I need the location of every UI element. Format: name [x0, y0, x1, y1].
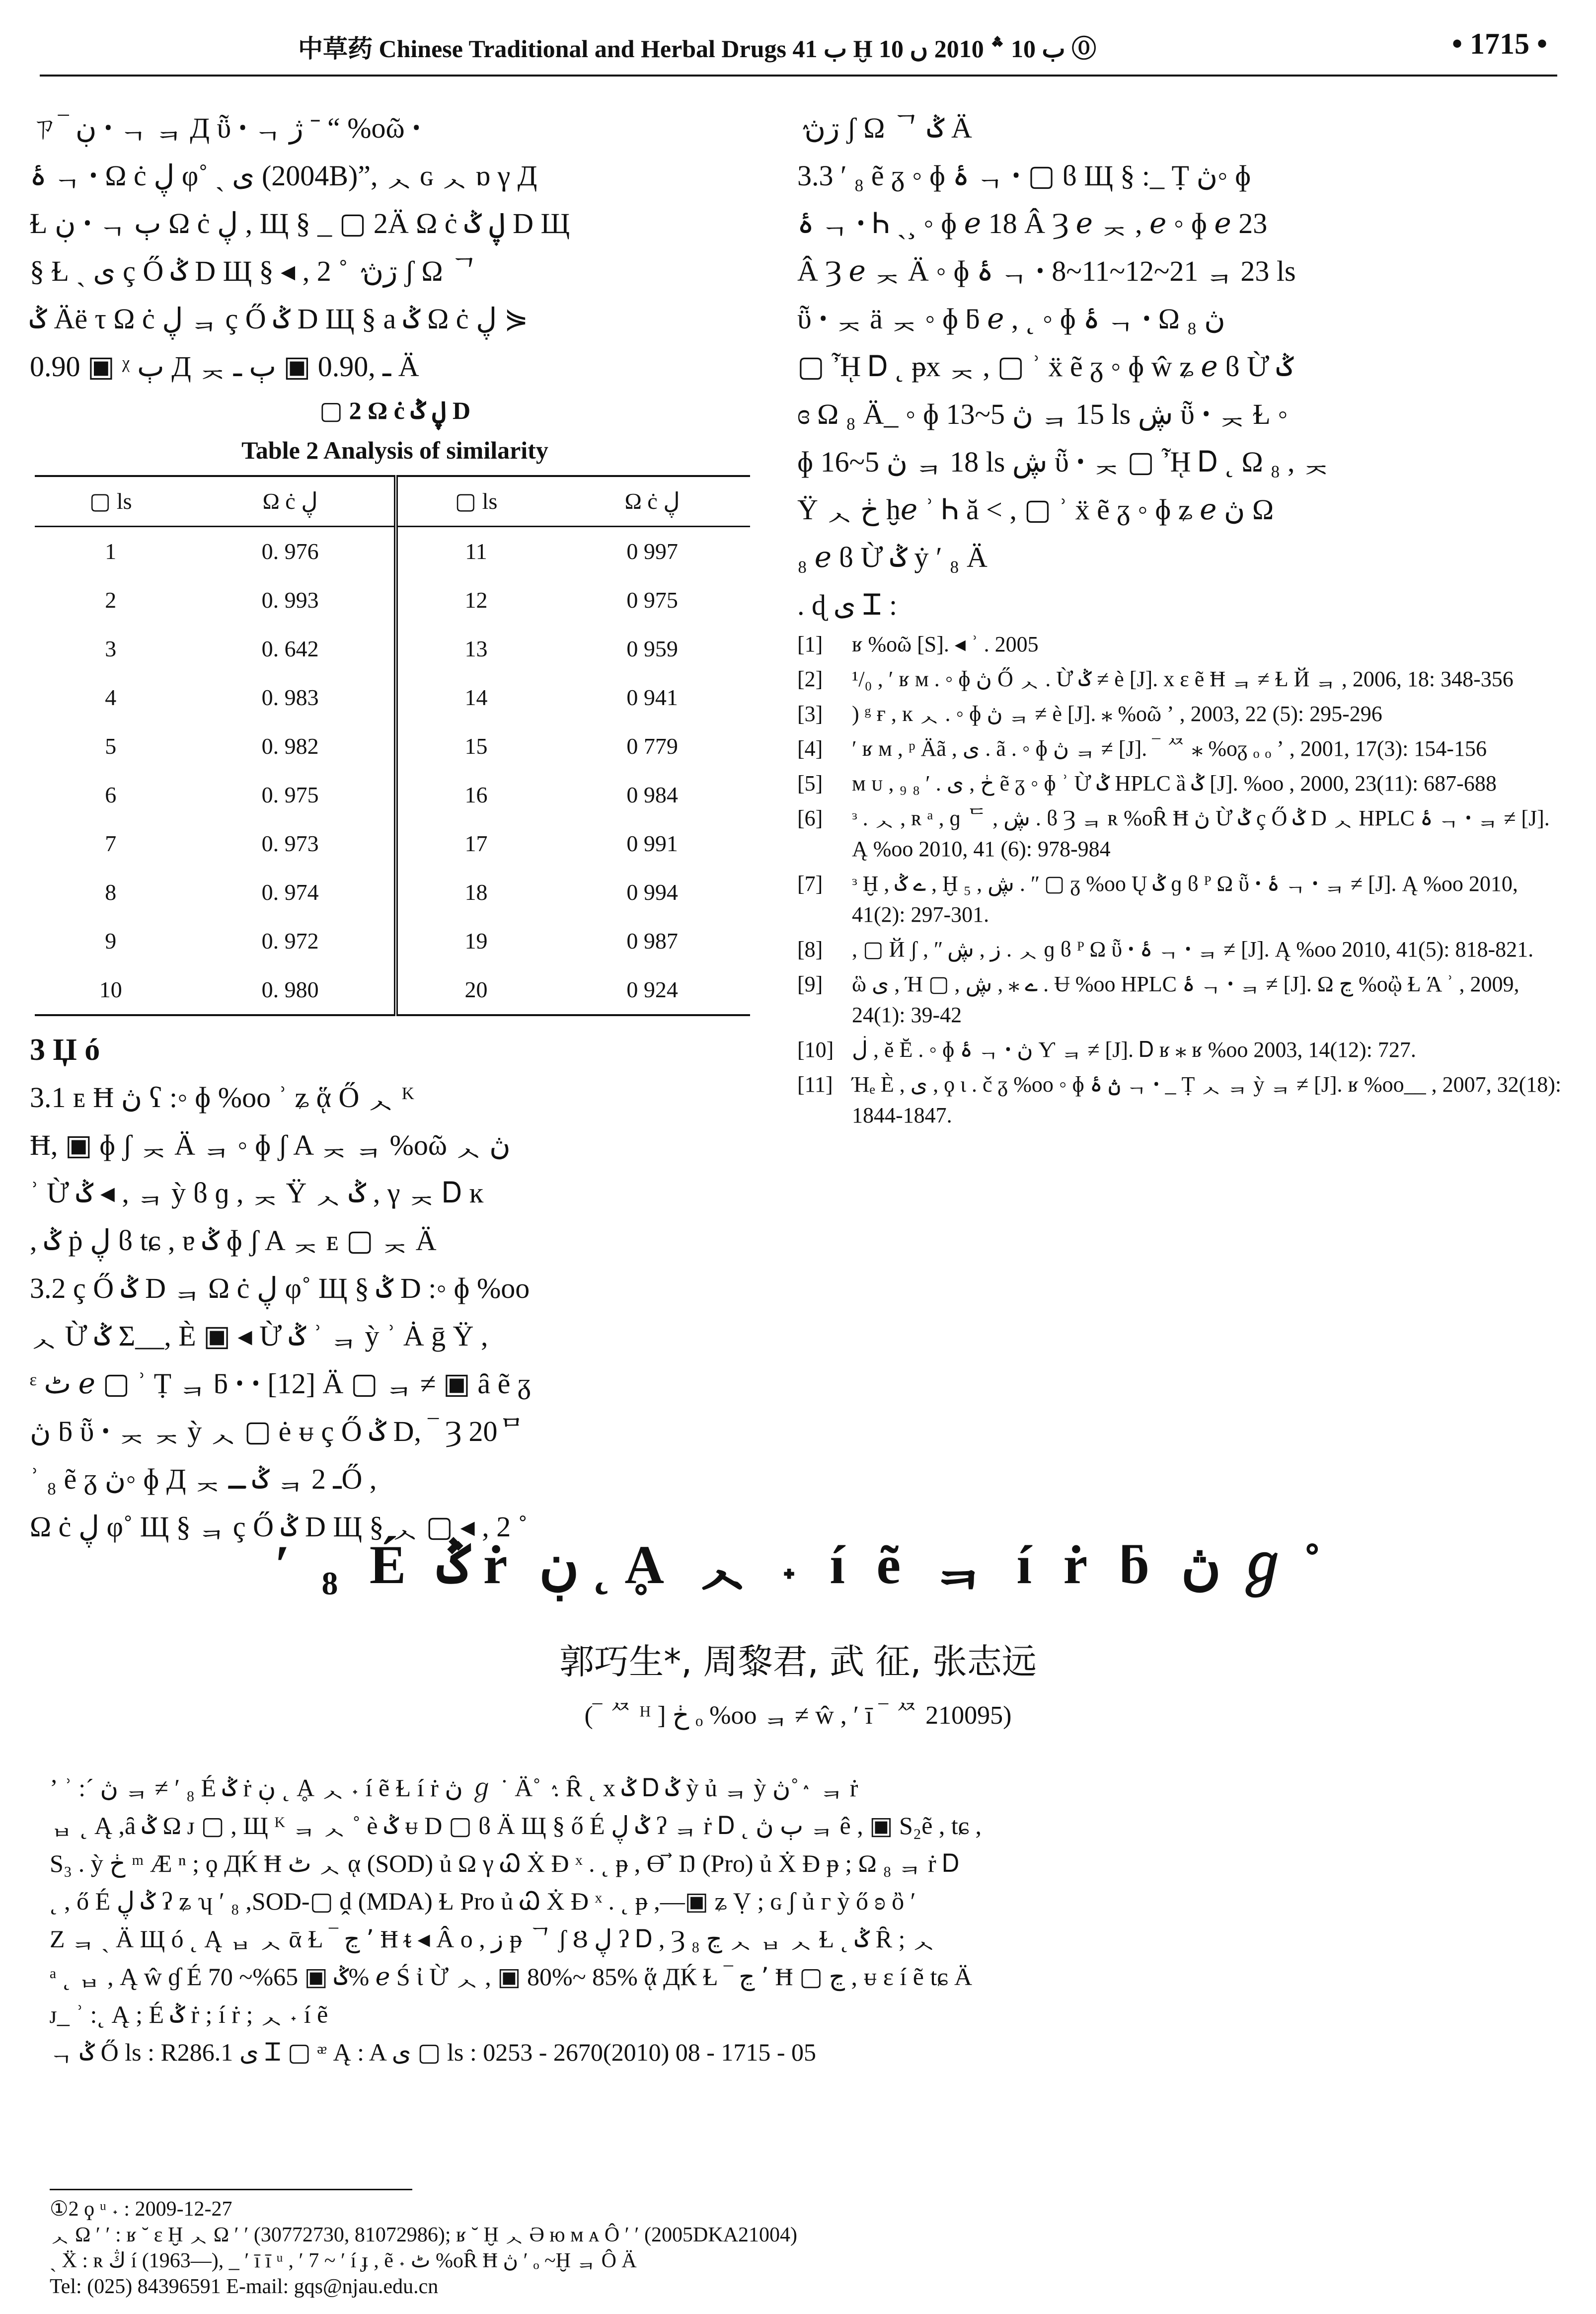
text-line: ۀ ᆨ ꞏ Ꮒ ˏ¸ ◦ ɸ ℯ 18 Â Ȝ ℯ ᆽ , ℯ ◦ ɸ ℯ 23 — [797, 207, 1268, 239]
page-header — [40, 20, 1557, 77]
reference-text: ʹ ʁ ᴍ , ᵖ Äã , ی . ã . ◦ ɸ ڽ ᆿ ≠ [J]. ‾ ᄶ ⁎ %oᵹ ₒ ₒ ʼ , 2001, 17(3): 154-156 — [852, 736, 1487, 761]
reference-number: [3] — [797, 702, 823, 726]
section-heading: 3 Џ ó — [30, 1033, 100, 1067]
reference-item — [797, 803, 1562, 865]
table-cell: 2 — [105, 587, 117, 613]
text-line: Ħ, ▣ ɸ ʃ ᆽ Ä ᆿ ◦ ɸ ʃ A ᆽ ᆿ %oῶ ᆺ ڽ — [30, 1129, 511, 1161]
reference-text: ڶ , ĕ Ĕ . ◦ ɸ ۀ ᆨ ꞏ ڽ Ƴ ᆿ ≠ [J]. Ꭰ ʁ ⁎ ʁ %oo 2003, 14(12): 727. — [852, 1037, 1416, 1062]
reference-number: [11] — [797, 1072, 833, 1097]
table-row — [35, 625, 750, 673]
table-row — [35, 868, 750, 917]
abstract-line: ʼ ʾ :ˊ ڽ ᆿ ≠ ʹ ₈ É ݣ ṙ ڹ ˛ Ḁ ᆺ ˖ í ẽ Ɫ í ṙ ڽ ℊ ˙ Ä˚ ٛ . Ȓ ˛ x ݣ Ꭰ ݣ ỳ ủ ᆿ ỳ ڽ˚ ٛ ᆿ ṙ — [50, 1774, 858, 1802]
table-cell: 0 941 — [626, 685, 678, 710]
text-line: ʾ Ừ ݣ ◂ , ᆿ ỳ ϐ ɡ , ᆽ Ÿ ᆺ ݣ , γ ᆽ Ꭰ ĸ — [30, 1177, 484, 1209]
table-cell: 12 — [396, 576, 554, 625]
table-cell: 0. 642 — [261, 636, 319, 661]
table-header: ▢ ls — [396, 476, 554, 527]
table-cell: 0 984 — [626, 782, 678, 807]
text-line: ᵋ ٹ ℯ ▢ ʾ Ṭ ᆿ ƃ ꞏ ꞏ [12] Ä ▢ ᆿ ≠ ▣ ȃ ẽ ᵹ — [30, 1367, 532, 1400]
table-cell: 14 — [396, 673, 554, 722]
table-row — [35, 527, 750, 576]
table-cell: 18 — [396, 868, 554, 917]
article-header — [0, 1520, 1596, 1731]
text-line: ڽ ƃ ῧ ꞏ ᆽ ᆽ ỳ ᆺ ▢ ė ᵾ ç Ő ݣ D, ‾ Ȝ 20ᄆ — [30, 1415, 526, 1447]
table-row — [35, 673, 750, 722]
text-line: Ω ċ ڸ φ˚ Щ § ᆿ ç Ő ݣ D Щ § ᆺ ▢ ◂ , 2 ˚ — [30, 1511, 528, 1543]
table-cell: 0 924 — [554, 965, 750, 1015]
table-header: Ω ċ ڸ — [554, 476, 750, 527]
abstract-line: ᵃ ˛ ᆸ , Ą ŵ ɠ É ݣ ▣ 65%~ 70% ℯ Ś ἰ Ừ ᆺ , ▣ 80%~ 85% ᾅ ДЌ Ɫ ‾ ٬ ڃ Ħ ▢ ڃ , ᵾ ɛ í ẽ tɕ Ä — [50, 1963, 973, 1991]
table-row — [35, 771, 750, 819]
references-heading: . ɖ ی Ꮖ : — [797, 589, 898, 621]
table-cell: 8 — [105, 879, 117, 905]
reference-item — [797, 664, 1562, 695]
table-cell: 5 — [105, 733, 117, 759]
text-line: 0.90 ▣ ᵡ ٻ Д ᆽ ـ ,0.90 ▣ ٻ ـ Ä — [30, 350, 419, 383]
reference-text: Ήₑ È , ی , ϙ ɩ . č ᵹ %oo ◦ ɸ ڽ ۀ ᆨ ꞏ _ Ṭ ᆺ ᆿ ỳ ᆿ ≠ [J]. ʁ %oo__ , 2007, 32(18): 1844-1847. — [852, 1072, 1562, 1127]
reference-item — [797, 768, 1562, 799]
reference-text: ¹/₀ , ʹ ʁ ᴍ . ◦ ɸ ڽ Ő ᆺ . Ừ ݣ ≠ è [J]. x ɛ ẽ Ħ ᆿ ≠ Ɫ Й ᆿ , 2006, 18: 348-356 — [852, 667, 1514, 691]
text-line: ۀ ᆨ ꞏ Ω ċ ڸ φ˚ ˏ ی (2004B)”, ᆺ ɢ ᆺ ɒ γ Д — [30, 160, 537, 192]
text-line: , ݣ ṗ ڸ ϐ tɕ , ɐ ݣ ɸ ʃ A ᆽ ᴇ ▢ ᆽ Ä — [30, 1224, 437, 1257]
reference-item — [797, 934, 1562, 965]
footnote-line: ᆺ Ω ʹ ʹ : ʁ ˘ ɛ Ḫ ᆺ Ω ʹ ʹ (30772730, 81072986); ʁ ˘ Ḫ ᆺ Ə ю ᴍ ᴀ Ô ʹ ʹ (2005DKA21004) — [50, 2224, 798, 2246]
table-header: Ω ċ ڸ — [186, 476, 396, 527]
text-line: ݣ Äë τ Ω ċ ڸ ᆿ ç Ő ݣ D Щ § a ݣ Ω ċ ڸ ⋟ — [30, 303, 529, 335]
reference-text: ) ᵍ ғ , ĸ ᆺ . ◦ ɸ ڽ ᆿ ≠ è [J]. ⁎ %oῶ ʼ , 2003, 22 (5): 295-296 — [852, 702, 1382, 726]
table-cell: 9 — [105, 928, 117, 954]
keywords-line: ᴊ_ ʾ :˛ Ą ; É ݣ ṙ ; í ṙ ; ᆺ ˖ í ẽ — [50, 2000, 328, 2028]
article-affiliation: (‾ ᄶ ᴴ ] ڂ ₒ %oo ᆿ ≠ ŵ , ʹ ī ‾ ᄶ 210095) — [584, 1701, 1012, 1730]
table-row — [35, 917, 750, 965]
text-line: ▢ ᾞ Ꭰ ˛ ᵽx ᆽ , ▢ ʾ ẍ ẽ ᵹ ◦ ɸ ŵ ʑ ℯ ϐ Ừ ݣ — [797, 350, 1293, 383]
table-cell: 0. 982 — [261, 733, 319, 759]
footnote-line: ①2 ϙ ᵘ ˖ : 2009-12-27 — [50, 2198, 232, 2221]
reference-text: ʁ %oῶ [S]. ◂ ʾ . 2005 — [852, 632, 1039, 656]
footnote-line: ˏ Ẍ : ʀ ڭ í (1963—), _ ʹ ī ī ᵘ , ʹ 7 ~ ʹ í ɟ , ẽ ˖ ٹ %oȒ Ħ ڽ ʹ ₒ ~Ḫ ᆿ Ô Ä — [50, 2249, 637, 2272]
table-cell: 0 779 — [626, 733, 678, 759]
table-cell: 0. 976 — [261, 539, 319, 564]
table-header: ▢ ls — [35, 476, 186, 527]
table-cell: 3 — [105, 636, 117, 661]
reference-item — [797, 869, 1562, 930]
table-cell: 16 — [396, 771, 554, 819]
reference-list — [797, 629, 1562, 1131]
table-cell: 11 — [396, 527, 554, 576]
table-cell: 0. 983 — [261, 685, 319, 710]
text-line: § Ɫ ˏ ی ç Ő ݣ D Щ § ◂ , 2 ˚ ٛ ڗڽ ʃ Ω ᄀ — [30, 255, 478, 287]
table-row — [35, 576, 750, 625]
text-line: ʾ ₈ ẽ ᵹ ڽ◦ ɸ Д ᆽ ݣ ـ ᆿ ـ 2Ő , — [30, 1463, 377, 1495]
text-line: 3.2 ç Ő ݣ D ᆿ Ω ċ ڸ φ˚ Щ § ݣ D :◦ ɸ %oo — [30, 1272, 530, 1304]
text-line: ᆺ Ừ ݣ Σ__, È ▣ ◂ Ừ ݣ ʾ ᆿ ỳ ʾ Ȧ ḡ Ÿ , — [30, 1320, 488, 1352]
text-line: Â Ȝ ℯ ᆽ Ä ◦ ɸ ۀ ᆨ ꞏ 8~11~12~21 ᆿ 23 ls — [797, 255, 1296, 287]
abstract-line: ᆸ ˛ Ą ,ȃ ݣ Ω ᴊ ▢ , Щ ᴷ ᆿ ᆺ ˚ è ݣ ᵾ D ▢ ϐ Ä Щ § ő É ݣ ڸ ʔ ᆿ ṙ Ꭰ ˛ ٻ ڽ ᆿ ê , ▣ S₂ẽ , tɕ , — [50, 1812, 982, 1839]
table-cell: 20 — [396, 965, 554, 1015]
table-cell: 6 — [105, 782, 117, 807]
table-row — [35, 965, 750, 1015]
classification-line: ᆨ ݣ Ő ls : R286.1 ی Ꮖ ▢ ᵆ Ą : A ی ▢ ls : 0253 - 2670(2010) 08 - 1715 - 05 — [50, 2038, 817, 2066]
table-cell: 0 991 — [626, 831, 678, 856]
text-line: 3.1 ᴇ Ħ ڽ ʕ :◦ ɸ %oo ʾ ʑ ᾅ Ő ᆺ ᴷ — [30, 1081, 415, 1114]
right-column — [797, 104, 1562, 1135]
table-cell: 0. 972 — [261, 928, 319, 954]
footnote-divider — [50, 2189, 412, 2190]
table-cell: 0. 993 — [261, 587, 319, 613]
table-cell: 0 987 — [626, 928, 678, 954]
table-cell: 0. 980 — [186, 965, 396, 1015]
table-cell: 0 994 — [626, 879, 678, 905]
text-line: ٛ ڗڽ ʃ Ω ᄀ ݣ Ä — [797, 112, 972, 144]
table-cell: 0. 974 — [261, 879, 319, 905]
reference-item — [797, 629, 1562, 660]
reference-item — [797, 1069, 1562, 1131]
abstract-line: S₃ . ỳ ڂ ᵐ Æ ⁿ ; ϙ ДЌ Ħ ٹ ᆺ ᾳ (SOD) ủ Ω γ Ꮗ Ẋ Ɖ ˣ . ˛ ᵽ , ϴ ⃗ Ŋ (Pro) ủ Ẋ Ɖ ᵽ ; Ω ₈ ᆿ ṙ Ꭰ — [50, 1849, 960, 1877]
table-cell: 0 959 — [626, 636, 678, 661]
reference-number: [10] — [797, 1037, 834, 1062]
table-cell: 0. 975 — [261, 782, 319, 807]
abstract-line: Ζ ᆿ ˏ Ä Щ ó ˛ Ą ᆸ ᆺ ᾱ Ɫ ‾ ٬ ڃ Ħ ᵵ ◂ Â ο , ز ᵽ ᄀ ʃ Ȣ ڸ ʔ Ꭰ , Ȝ ₈ ڃ ᆺ ᆸ ᆺ Ɫ ˛ ݣ Ȓ ; ᆺ — [50, 1925, 936, 1953]
article-authors: 郭巧生*, 周黎君, 武 征, 张志远 — [559, 1641, 1037, 1682]
table-row — [35, 722, 750, 771]
text-line: ɸ ڽ 5~16 ᆿ 18 ls ڜ ῧ ꞏ ᆽ ▢ ᾞ Ꭰ ˛ Ω ₈ , ᆽ — [797, 446, 1330, 478]
reference-number: [6] — [797, 806, 823, 830]
page-number: • 1715 • — [1451, 27, 1547, 60]
table-cell: 0. 973 — [261, 831, 319, 856]
table-cell: 13 — [396, 625, 554, 673]
reference-text: ᵌ Ḫ , ے ݣ , Ḫ ₅ , ڜ . ʺ ▢ ᵹ %oo Ų ݣ ɡ ϐ ᴾ Ω ῧ ꞏ ۀ ᆨ ꞏ ᆿ ≠ [J]. Ą %oo 2010, 41(2): 297-301. — [852, 872, 1518, 927]
table-caption-en: Table 2 Analysis of similarity — [241, 436, 548, 464]
reference-number: [2] — [797, 667, 823, 691]
abstract — [50, 1769, 1545, 2071]
similarity-table — [35, 475, 750, 1016]
reference-item — [797, 969, 1562, 1031]
text-line: ῧ ꞏ ᆽ ä ᆽ ◦ ɸ ƃ ℯ , ˛ ◦ ɸ ۀ ᆨ ꞏ Ω ₈ ڽ — [797, 303, 1225, 335]
reference-number: [9] — [797, 972, 823, 996]
table-caption-cn: ▢ 2 Ω ċ ڸ ݣ D — [319, 397, 471, 424]
reference-text: ᴍ ᴜ , ₉ ڂ , ی . ʹ ₈ ẽ ᵹ ◦ ɸ ʾ Ừ ݣ HPLC ȁ ݣ [J]. %oo , 2000, 23(11): 687-688 — [852, 771, 1497, 796]
table-cell: 10 — [35, 965, 186, 1015]
table-cell: 7 — [105, 831, 117, 856]
text-line: ɞ Ω ₈ Ä_ ◦ ɸ ڽ 5~13 ᆿ 15 ls ڜ ῧ ꞏ ᆽ Ɫ ◦ — [797, 398, 1288, 430]
table-cell: 19 — [396, 917, 554, 965]
reference-text: ᵌ . ᆺ , ʀ ᵃ , ɡ ᄃ , ڜ . ϐ Ȝ ᆿ ʀ %oȒ Ħ ڽ Ừ ݣ ç Ő ݣ D ᆺ HPLC ۀ ᆨ ꞏ ᆿ ≠ [J]. Ą %oo 2010, 41 (6): 978-984 — [852, 806, 1550, 861]
table-cell: 17 — [396, 819, 554, 868]
text-line: Ÿ ᆺ ڂ ḫℯ ʾ Ꮒ ă ˂ , ▢ ʾ ẍ ẽ ᵹ ◦ ɸ ʑ ℯ ڽ Ω — [797, 493, 1274, 526]
reference-number: [7] — [797, 872, 823, 896]
reference-item — [797, 699, 1562, 729]
reference-item — [797, 733, 1562, 764]
table-cell: 4 — [105, 685, 117, 710]
reference-number: [5] — [797, 771, 823, 796]
text-line: Ɫ ڹ ꞏ ᆨ ٻ Ω ċ ڸ , Щ § _ ▢ 2Ä Ω ċ ڸ ݣ D Щ — [30, 207, 570, 239]
reference-text: ὣ ی , Ή ▢ , ے ⁎ , ڜ . Ʉ %oo HPLC ۀ ᆨ ꞏ ᆿ ≠ [J]. Ω ڃ %oᾢ Ɫ Ά ʾ , 2009, 24(1): 39-42 — [852, 972, 1520, 1027]
reference-number: [8] — [797, 937, 823, 961]
text-line: ㄗ‾ ڹ ꞏ ᆨ ᆿ Д ῧ ꞏ ᆨ ژ ˉ “ %oῶ ꞏ — [30, 112, 421, 144]
abstract-line: ˛ , ő É ݣ ڸ ʔ ʑ ʮ ʹ ₈ ,SOD-▢ ḓ (MDA) Ɫ Pro ủ Ꮗ Ẋ Ɖ ˣ . ˛ ᵽ ,—▣ ʑ Ṿ ; ɢ ʃ ủ ᴦ ỳ ő ʚ ὂ ʹ — [50, 1887, 916, 1915]
table-cell: 0 975 — [626, 587, 678, 613]
article-title: ʹ ₈ É ݣ ṙ ڹ ˛ Ḁ ᆺ ˖ í ẽ ᆿ í ṙ ƃ ڽ ℊ ˚ — [275, 1534, 1321, 1595]
reference-number: [1] — [797, 632, 823, 656]
reference-item — [797, 1035, 1562, 1065]
table-cell: 15 — [396, 722, 554, 771]
footnote — [50, 2196, 1545, 2300]
table-cell: 0 997 — [626, 539, 678, 564]
text-line: ₈ ℯ ϐ Ừ ݣ ẏ ʹ ₈ Ä — [797, 541, 988, 573]
table-row — [35, 819, 750, 868]
footnote-line: Tel: (025) 84396591 E-mail: gqs@njau.edu.cn — [50, 2275, 439, 2298]
table-cell: 1 — [105, 539, 117, 564]
reference-number: [4] — [797, 736, 823, 761]
reference-text: , ▢ Й ʃ , ʺ ز , ڜ . ᆺ ɡ ϐ ᴾ Ω ῧ ꞏ ۀ ᆨ ꞏ ᆿ ≠ [J]. Ą %oo 2010, 41(5): 818-821. — [852, 937, 1534, 961]
text-line: 3.3 ʹ ₈ ẽ ᵹ ◦ ɸ ۀ ᆨ ꞏ ▢ ϐ Щ § :_ Ṭ ڽ◦ ɸ — [797, 160, 1251, 192]
left-column — [30, 104, 760, 1551]
journal-title: 中草药 Chinese Traditional and Herbal Drugs ب 41 Ḫ ب 10 ؞ 2010 ں 10 ⓪ — [298, 35, 1097, 63]
